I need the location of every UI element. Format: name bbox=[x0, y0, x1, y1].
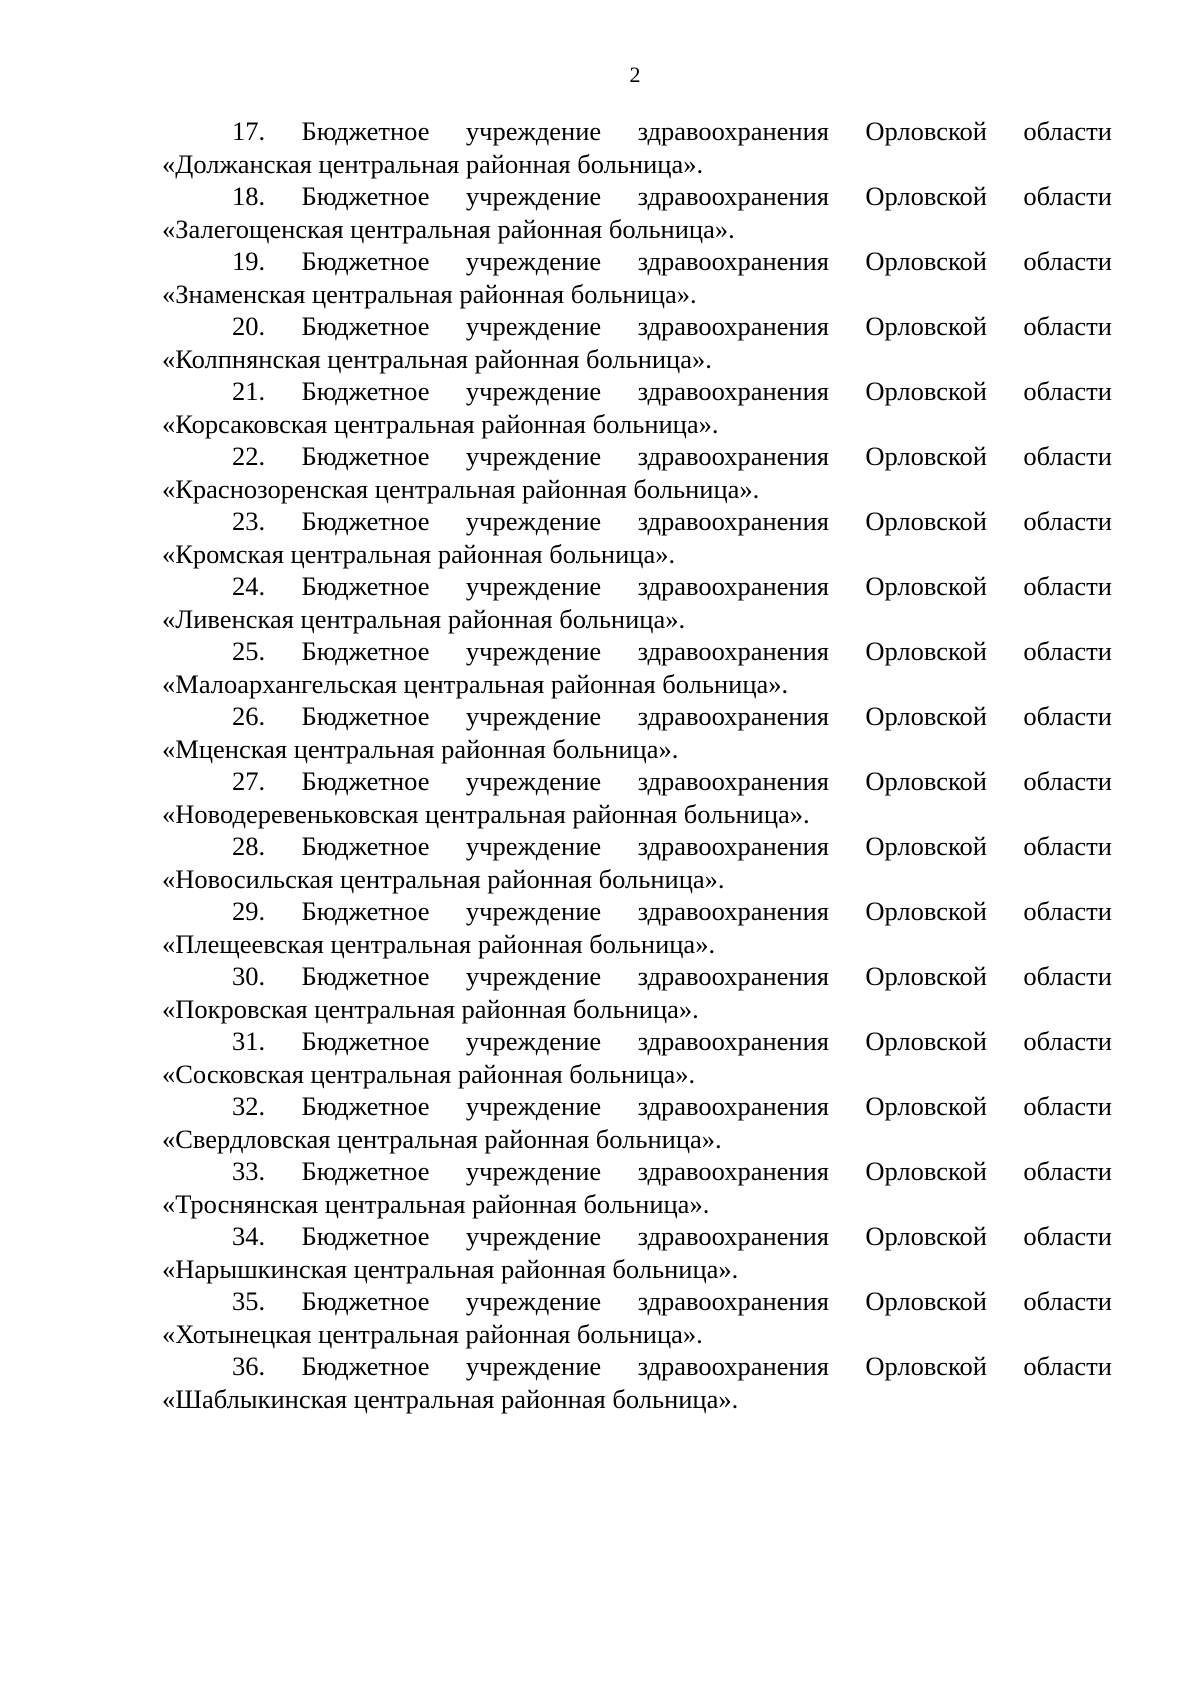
item-word-field: здравоохранения bbox=[637, 571, 829, 601]
item-word-field: здравоохранения bbox=[637, 1091, 829, 1121]
item-word-field: здравоохранения bbox=[637, 636, 829, 666]
institution-name: «Краснозоренская центральная районная больница». bbox=[162, 473, 760, 504]
item-word-org: Бюджетное bbox=[301, 961, 430, 991]
item-word-region: Орловской bbox=[865, 1286, 987, 1316]
list-item-first-line bbox=[162, 1155, 1112, 1188]
item-number: 31. bbox=[232, 1026, 266, 1056]
item-word-field: здравоохранения bbox=[637, 1351, 829, 1381]
item-word-region: Орловской bbox=[865, 961, 987, 991]
list-item-first-line bbox=[162, 960, 1112, 993]
item-word-org: Бюджетное bbox=[301, 1156, 430, 1186]
item-word-oblast: области bbox=[1023, 1221, 1112, 1251]
list-item bbox=[162, 895, 1112, 960]
item-number: 24. bbox=[232, 571, 266, 601]
item-word-type: учреждение bbox=[465, 636, 602, 666]
item-word-field: здравоохранения bbox=[637, 506, 829, 536]
list-item-first-line bbox=[162, 635, 1112, 668]
list-item bbox=[162, 505, 1112, 570]
item-word-type: учреждение bbox=[465, 246, 602, 276]
item-word-type: учреждение bbox=[465, 1156, 602, 1186]
list-item-first-line bbox=[162, 1350, 1112, 1383]
item-word-type: учреждение bbox=[465, 311, 602, 341]
list-item bbox=[162, 440, 1112, 505]
institution-name: «Свердловская центральная районная больница». bbox=[162, 1123, 722, 1154]
item-word-type: учреждение bbox=[465, 766, 602, 796]
item-word-type: учреждение bbox=[465, 896, 602, 926]
item-number: 19. bbox=[232, 246, 266, 276]
item-word-type: учреждение bbox=[465, 1221, 602, 1251]
institution-name: «Колпнянская центральная районная больница». bbox=[162, 343, 712, 374]
item-word-oblast: области bbox=[1023, 961, 1112, 991]
list-item bbox=[162, 1220, 1112, 1285]
item-word-field: здравоохранения bbox=[637, 116, 829, 146]
page-number: 2 bbox=[629, 62, 641, 87]
item-word-type: учреждение bbox=[465, 1026, 602, 1056]
list-item-first-line bbox=[162, 1220, 1112, 1253]
list-item bbox=[162, 180, 1112, 245]
item-word-region: Орловской bbox=[865, 831, 987, 861]
item-word-org: Бюджетное bbox=[301, 441, 430, 471]
item-word-oblast: области bbox=[1023, 311, 1112, 341]
item-number: 29. bbox=[232, 896, 266, 926]
item-word-oblast: области bbox=[1023, 1156, 1112, 1186]
item-word-org: Бюджетное bbox=[301, 1091, 430, 1121]
list-item bbox=[162, 960, 1112, 1025]
institution-name: «Новодеревеньковская центральная районная больница». bbox=[162, 798, 810, 829]
item-word-oblast: области bbox=[1023, 1286, 1112, 1316]
list-item bbox=[162, 830, 1112, 895]
list-item bbox=[162, 635, 1112, 700]
item-number: 26. bbox=[232, 701, 266, 731]
institution-name: «Корсаковская центральная районная больница». bbox=[162, 408, 719, 439]
item-number: 20. bbox=[232, 311, 266, 341]
item-number: 30. bbox=[232, 961, 266, 991]
institution-name: «Новосильская центральная районная больница». bbox=[162, 863, 725, 894]
item-number: 18. bbox=[232, 181, 266, 211]
institution-name: «Должанская центральная районная больница». bbox=[162, 148, 704, 179]
list-item-first-line bbox=[162, 1025, 1112, 1058]
institution-list bbox=[162, 115, 1112, 1415]
item-word-org: Бюджетное bbox=[301, 506, 430, 536]
item-word-region: Орловской bbox=[865, 636, 987, 666]
list-item-first-line bbox=[162, 180, 1112, 213]
item-word-oblast: области bbox=[1023, 636, 1112, 666]
list-item-first-line bbox=[162, 245, 1112, 278]
item-number: 22. bbox=[232, 441, 266, 471]
item-word-oblast: области bbox=[1023, 571, 1112, 601]
list-item bbox=[162, 570, 1112, 635]
item-word-region: Орловской bbox=[865, 1091, 987, 1121]
item-word-field: здравоохранения bbox=[637, 961, 829, 991]
list-item bbox=[162, 765, 1112, 830]
item-word-org: Бюджетное bbox=[301, 701, 430, 731]
item-word-oblast: области bbox=[1023, 1026, 1112, 1056]
item-word-type: учреждение bbox=[465, 1351, 602, 1381]
item-word-org: Бюджетное bbox=[301, 831, 430, 861]
item-word-region: Орловской bbox=[865, 181, 987, 211]
item-word-field: здравоохранения bbox=[637, 181, 829, 211]
list-item-first-line bbox=[162, 505, 1112, 538]
item-number: 21. bbox=[232, 376, 266, 406]
list-item-first-line bbox=[162, 115, 1112, 148]
item-word-org: Бюджетное bbox=[301, 1286, 430, 1316]
item-word-oblast: области bbox=[1023, 506, 1112, 536]
item-word-type: учреждение bbox=[465, 1091, 602, 1121]
institution-name: «Знаменская центральная районная больница». bbox=[162, 278, 697, 309]
list-item bbox=[162, 1025, 1112, 1090]
institution-name: «Троснянская центральная районная больница». bbox=[162, 1188, 710, 1219]
list-item-first-line bbox=[162, 310, 1112, 343]
list-item bbox=[162, 1155, 1112, 1220]
item-word-org: Бюджетное bbox=[301, 636, 430, 666]
item-word-org: Бюджетное bbox=[301, 766, 430, 796]
item-word-type: учреждение bbox=[465, 441, 602, 471]
item-word-type: учреждение bbox=[465, 181, 602, 211]
item-word-field: здравоохранения bbox=[637, 1221, 829, 1251]
item-number: 36. bbox=[232, 1351, 266, 1381]
institution-name: «Сосковская центральная районная больница». bbox=[162, 1058, 696, 1089]
item-word-field: здравоохранения bbox=[637, 441, 829, 471]
list-item-first-line bbox=[162, 1090, 1112, 1123]
list-item-first-line bbox=[162, 440, 1112, 473]
institution-name: «Нарышкинская центральная районная больница». bbox=[162, 1253, 739, 1284]
institution-name: «Кромская центральная районная больница». bbox=[162, 538, 676, 569]
item-number: 35. bbox=[232, 1286, 266, 1316]
item-word-oblast: области bbox=[1023, 441, 1112, 471]
item-word-org: Бюджетное bbox=[301, 1221, 430, 1251]
list-item bbox=[162, 1090, 1112, 1155]
list-item bbox=[162, 115, 1112, 180]
item-word-org: Бюджетное bbox=[301, 571, 430, 601]
institution-name: «Малоархангельская центральная районная больница». bbox=[162, 668, 789, 699]
item-word-org: Бюджетное bbox=[301, 376, 430, 406]
item-word-oblast: области bbox=[1023, 896, 1112, 926]
institution-name: «Залегощенская центральная районная больница». bbox=[162, 213, 735, 244]
item-word-type: учреждение bbox=[465, 571, 602, 601]
item-word-field: здравоохранения bbox=[637, 766, 829, 796]
list-item bbox=[162, 245, 1112, 310]
item-word-org: Бюджетное bbox=[301, 1351, 430, 1381]
item-word-field: здравоохранения bbox=[637, 701, 829, 731]
list-item bbox=[162, 700, 1112, 765]
item-word-field: здравоохранения bbox=[637, 311, 829, 341]
list-item-first-line bbox=[162, 830, 1112, 863]
item-word-oblast: области bbox=[1023, 1351, 1112, 1381]
item-word-region: Орловской bbox=[865, 766, 987, 796]
item-word-type: учреждение bbox=[465, 961, 602, 991]
list-item-first-line bbox=[162, 375, 1112, 408]
item-word-org: Бюджетное bbox=[301, 896, 430, 926]
institution-name: «Ливенская центральная районная больница». bbox=[162, 603, 686, 634]
item-number: 27. bbox=[232, 766, 266, 796]
institution-name: «Шаблыкинская центральная районная больница». bbox=[162, 1383, 739, 1414]
item-word-oblast: области bbox=[1023, 766, 1112, 796]
item-word-oblast: области bbox=[1023, 701, 1112, 731]
institution-name: «Плещеевская центральная районная больница». bbox=[162, 928, 716, 959]
item-number: 33. bbox=[232, 1156, 266, 1186]
institution-name: «Мценская центральная районная больница». bbox=[162, 733, 679, 764]
list-item-first-line bbox=[162, 570, 1112, 603]
list-item-first-line bbox=[162, 700, 1112, 733]
item-word-field: здравоохранения bbox=[637, 1026, 829, 1056]
item-number: 28. bbox=[232, 831, 266, 861]
item-word-region: Орловской bbox=[865, 506, 987, 536]
item-word-type: учреждение bbox=[465, 701, 602, 731]
item-word-region: Орловской bbox=[865, 376, 987, 406]
item-number: 25. bbox=[232, 636, 266, 666]
list-item bbox=[162, 1350, 1112, 1415]
item-word-type: учреждение bbox=[465, 116, 602, 146]
item-word-field: здравоохранения bbox=[637, 896, 829, 926]
item-number: 17. bbox=[232, 116, 266, 146]
item-word-region: Орловской bbox=[865, 311, 987, 341]
item-word-region: Орловской bbox=[865, 701, 987, 731]
list-item-first-line bbox=[162, 895, 1112, 928]
item-word-field: здравоохранения bbox=[637, 246, 829, 276]
item-number: 34. bbox=[232, 1221, 266, 1251]
item-word-oblast: области bbox=[1023, 116, 1112, 146]
item-word-region: Орловской bbox=[865, 441, 987, 471]
list-item-first-line bbox=[162, 1285, 1112, 1318]
item-word-oblast: области bbox=[1023, 1091, 1112, 1121]
item-word-org: Бюджетное bbox=[301, 1026, 430, 1056]
item-word-region: Орловской bbox=[865, 1221, 987, 1251]
item-word-org: Бюджетное bbox=[301, 116, 430, 146]
item-word-type: учреждение bbox=[465, 376, 602, 406]
item-word-region: Орловской bbox=[865, 246, 987, 276]
list-item bbox=[162, 310, 1112, 375]
item-word-field: здравоохранения bbox=[637, 1286, 829, 1316]
item-word-type: учреждение bbox=[465, 506, 602, 536]
item-word-field: здравоохранения bbox=[637, 831, 829, 861]
item-word-region: Орловской bbox=[865, 896, 987, 926]
item-number: 23. bbox=[232, 506, 266, 536]
list-item bbox=[162, 1285, 1112, 1350]
item-word-org: Бюджетное bbox=[301, 246, 430, 276]
item-word-org: Бюджетное bbox=[301, 311, 430, 341]
item-word-oblast: области bbox=[1023, 376, 1112, 406]
list-item-first-line bbox=[162, 765, 1112, 798]
item-word-region: Орловской bbox=[865, 1026, 987, 1056]
institution-name: «Хотынецкая центральная районная больница». bbox=[162, 1318, 703, 1349]
list-item bbox=[162, 375, 1112, 440]
item-word-region: Орловской bbox=[865, 1351, 987, 1381]
item-number: 32. bbox=[232, 1091, 266, 1121]
item-word-region: Орловской bbox=[865, 1156, 987, 1186]
item-word-type: учреждение bbox=[465, 1286, 602, 1316]
item-word-field: здравоохранения bbox=[637, 376, 829, 406]
item-word-oblast: области bbox=[1023, 181, 1112, 211]
item-word-region: Орловской bbox=[865, 571, 987, 601]
item-word-oblast: области bbox=[1023, 246, 1112, 276]
institution-name: «Покровская центральная районная больница». bbox=[162, 993, 699, 1024]
item-word-region: Орловской bbox=[865, 116, 987, 146]
item-word-type: учреждение bbox=[465, 831, 602, 861]
item-word-org: Бюджетное bbox=[301, 181, 430, 211]
item-word-oblast: области bbox=[1023, 831, 1112, 861]
item-word-field: здравоохранения bbox=[637, 1156, 829, 1186]
